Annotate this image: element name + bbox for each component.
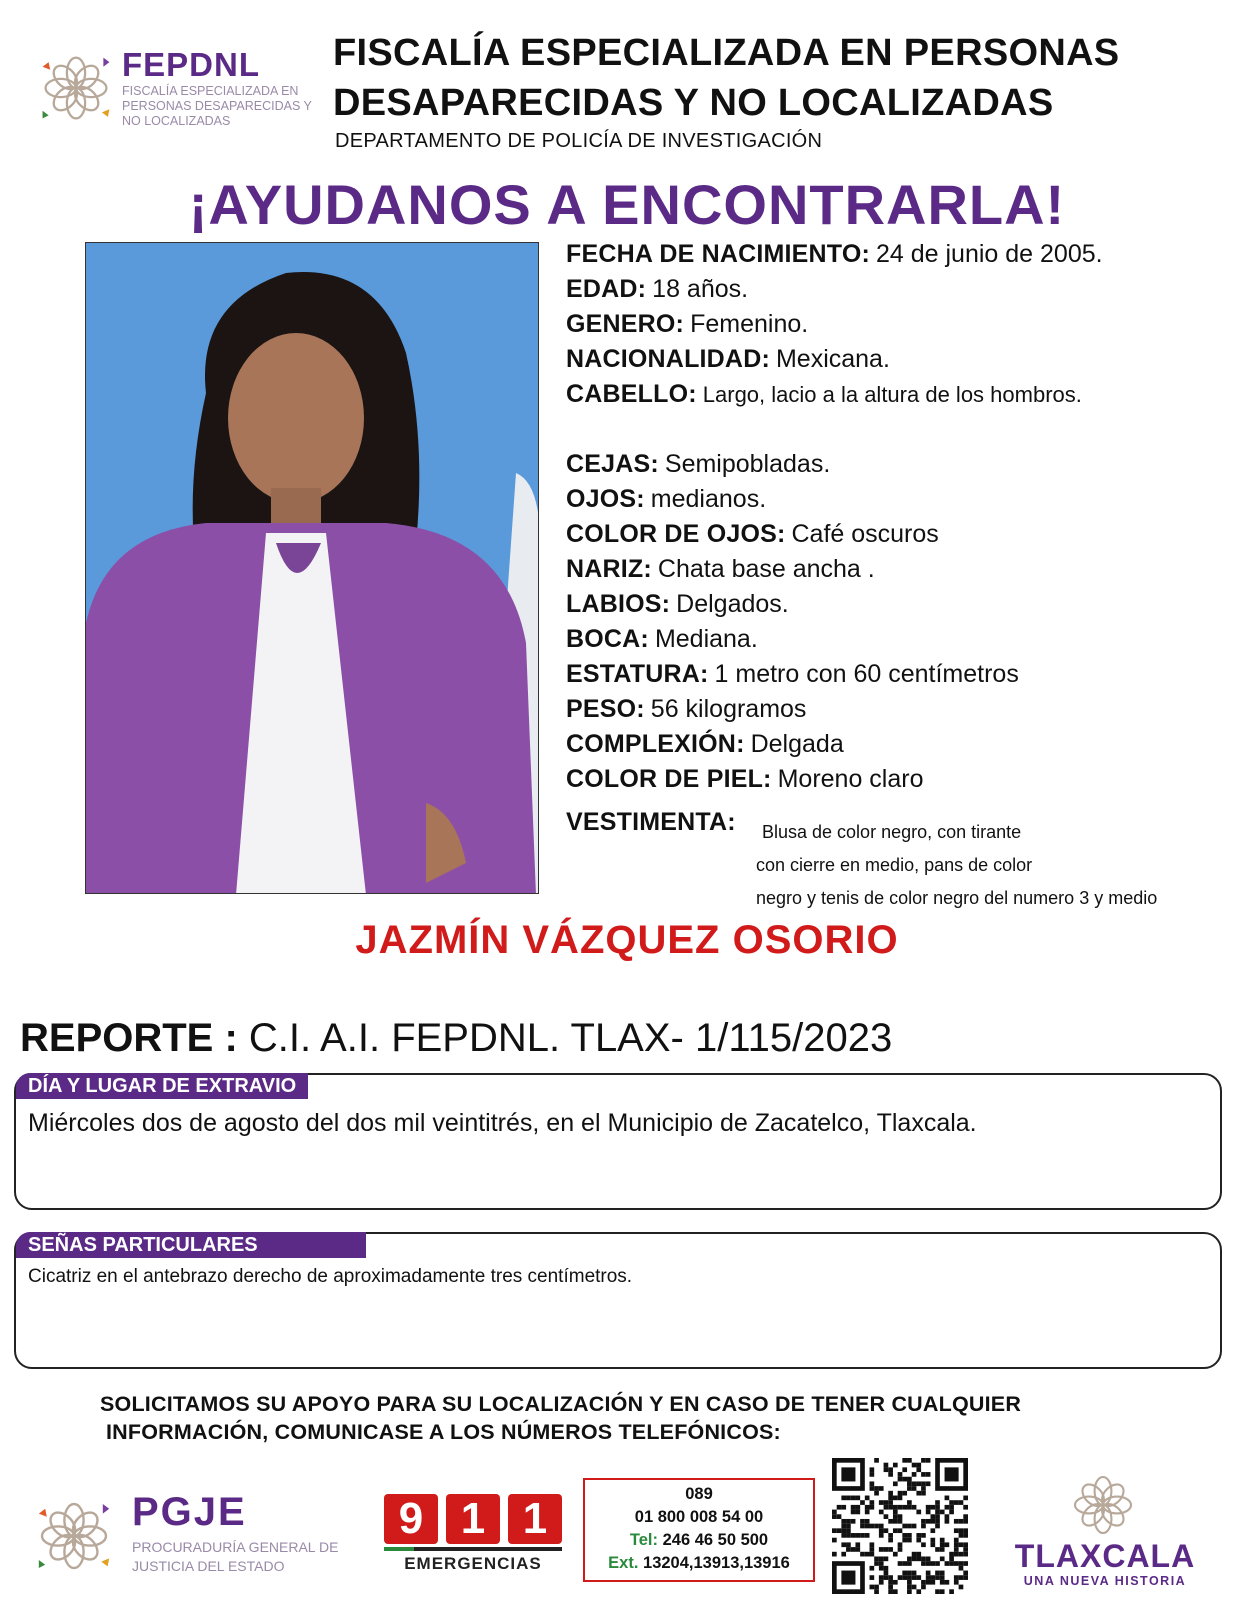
clothing-line-1: Blusa de color negro, con tirante [762, 822, 1022, 842]
detail-value: Largo, lacio a la altura de los hombros. [702, 382, 1082, 407]
detail-label: NACIONALIDAD: [566, 345, 770, 373]
detail-label: COMPLEXIÓN: [566, 730, 745, 758]
fepdnl-acronym: FEPDNL [122, 46, 260, 83]
fepdnl-subtitle: FISCALÍA ESPECIALIZADA EN PERSONAS DESAPARECIDAS Y NO LOCALIZADAS [122, 84, 312, 128]
title-line-1: FISCALÍA ESPECIALIZADA EN PERSONAS [333, 32, 1120, 74]
detail-clothing-label-row [566, 808, 742, 837]
title-line-2: DESAPARECIDAS Y NO LOCALIZADAS [333, 82, 1054, 124]
detail-value: Café oscuros [791, 520, 939, 548]
detail-eyes [566, 485, 766, 514]
detail-label: EDAD: [566, 275, 647, 303]
day-place-tag: DÍA Y LUGAR DE EXTRAVIO [16, 1073, 308, 1099]
detail-value: Femenino. [690, 310, 809, 338]
detail-eyebrows [566, 450, 830, 479]
report-number [20, 1016, 892, 1061]
headline: ¡AYUDANOS A ENCONTRARLA! [188, 173, 1066, 236]
detail-label: CEJAS: [566, 450, 659, 478]
pgje-flower-logo-icon [34, 1496, 114, 1576]
detail-label: COLOR DE OJOS: [566, 520, 786, 548]
detail-gender [566, 310, 808, 339]
phone-089: 089 [685, 1485, 713, 1503]
detail-value: Chata base ancha . [657, 555, 875, 583]
ext-label: Ext. [608, 1554, 639, 1572]
emergency-word: EMERGENCIAS [404, 1554, 542, 1573]
detail-value: Moreno claro [777, 765, 924, 793]
detail-value: medianos. [650, 485, 767, 513]
detail-eye-color [566, 520, 939, 549]
tel-value: 246 46 50 500 [662, 1531, 769, 1549]
detail-label: CABELLO: [566, 380, 697, 408]
signs-tag: SEÑAS PARTICULARES [16, 1232, 366, 1258]
detail-value: Mediana. [654, 625, 758, 653]
ext-value: 13204,13913,13916 [643, 1554, 790, 1572]
clothing-line-2: con cierre en medio, pans de color [756, 855, 1033, 875]
fepdnl-flower-logo-icon [38, 50, 114, 126]
person-name: JAZMÍN VÁZQUEZ OSORIO [355, 918, 899, 962]
tel-label: Tel: [629, 1531, 658, 1549]
pgje-sub-line-1: PROCURADURÍA GENERAL DE [132, 1539, 339, 1555]
detail-label: NARIZ: [566, 555, 652, 583]
detail-label: COLOR DE PIEL: [566, 765, 772, 793]
emergency-911-logo [384, 1494, 562, 1574]
clothing-line-3: negro y tenis de color negro del numero 3 y medio [756, 888, 1158, 908]
detail-label: OJOS: [566, 485, 645, 513]
tlaxcala-flower-logo-icon [1068, 1470, 1138, 1540]
detail-mouth [566, 625, 758, 654]
detail-hair [566, 380, 1082, 409]
emergency-digit: 1 [446, 1494, 500, 1544]
detail-weight [566, 695, 806, 724]
day-place-box [14, 1073, 1222, 1210]
qr-code-icon[interactable] [832, 1458, 968, 1594]
appeal-line-2: INFORMACIÓN, COMUNICASE A LOS NÚMEROS TELEFÓNICOS: [106, 1420, 781, 1444]
detail-height [566, 660, 1019, 689]
detail-birthdate [566, 240, 1103, 269]
detail-value: 24 de junio de 2005. [876, 240, 1103, 268]
appeal-line-1: SOLICITAMOS SU APOYO PARA SU LOCALIZACIÓN Y EN CASO DE TENER CUALQUIER [100, 1392, 1022, 1416]
detail-value: 56 kilogramos [650, 695, 807, 723]
detail-skin-color [566, 765, 924, 794]
tlaxcala-slogan: UNA NUEVA HISTORIA [1023, 1574, 1187, 1588]
emergency-digit: 1 [508, 1494, 562, 1544]
detail-label: PESO: [566, 695, 645, 723]
signs-text: Cicatriz en el antebrazo derecho de aproximadamente tres centímetros. [28, 1266, 633, 1287]
detail-value: Mexicana. [775, 345, 890, 373]
phone-tel [585, 1529, 813, 1552]
detail-value: Delgada [750, 730, 844, 758]
missing-person-photo [85, 242, 539, 894]
phone-numbers-box [583, 1478, 815, 1582]
pgje-subtitle [132, 1538, 338, 1576]
detail-label: FECHA DE NACIMIENTO: [566, 240, 870, 268]
detail-label: BOCA: [566, 625, 649, 653]
report-label: REPORTE : [20, 1016, 238, 1060]
detail-lips [566, 590, 789, 619]
detail-label: GENERO: [566, 310, 685, 338]
detail-value: Semipobladas. [664, 450, 831, 478]
day-place-text: Miércoles dos de agosto del dos mil veintitrés, en el Municipio de Zacatelco, Tlaxcala. [28, 1109, 977, 1137]
pgje-sub-line-2: JUSTICIA DEL ESTADO [132, 1558, 285, 1574]
report-value: C.I. A.I. FEPDNL. TLAX- 1/115/2023 [248, 1016, 893, 1060]
phone-800: 01 800 008 54 00 [634, 1508, 764, 1526]
detail-label: ESTATURA: [566, 660, 709, 688]
page-title [333, 28, 1233, 128]
tlaxcala-name: TLAXCALA [1014, 1538, 1196, 1574]
detail-value: 18 años. [652, 275, 749, 303]
detail-label: LABIOS: [566, 590, 671, 618]
detail-value: 1 metro con 60 centímetros [714, 660, 1019, 688]
detail-nationality [566, 345, 890, 374]
pgje-name: PGJE [132, 1490, 247, 1534]
detail-label: VESTIMENTA: [566, 808, 736, 836]
phone-ext [585, 1552, 813, 1575]
detail-clothing-value [756, 816, 1242, 915]
detail-nose [566, 555, 875, 584]
emergency-digit: 9 [384, 1494, 438, 1544]
department-label: DEPARTAMENTO DE POLICÍA DE INVESTIGACIÓN [335, 130, 823, 152]
person-portrait-illustration [86, 243, 539, 894]
emergency-bar-green [384, 1547, 414, 1551]
detail-age [566, 275, 748, 304]
detail-value: Delgados. [676, 590, 789, 618]
detail-build [566, 730, 844, 759]
appeal-text [100, 1390, 1180, 1446]
signs-box [14, 1232, 1222, 1369]
